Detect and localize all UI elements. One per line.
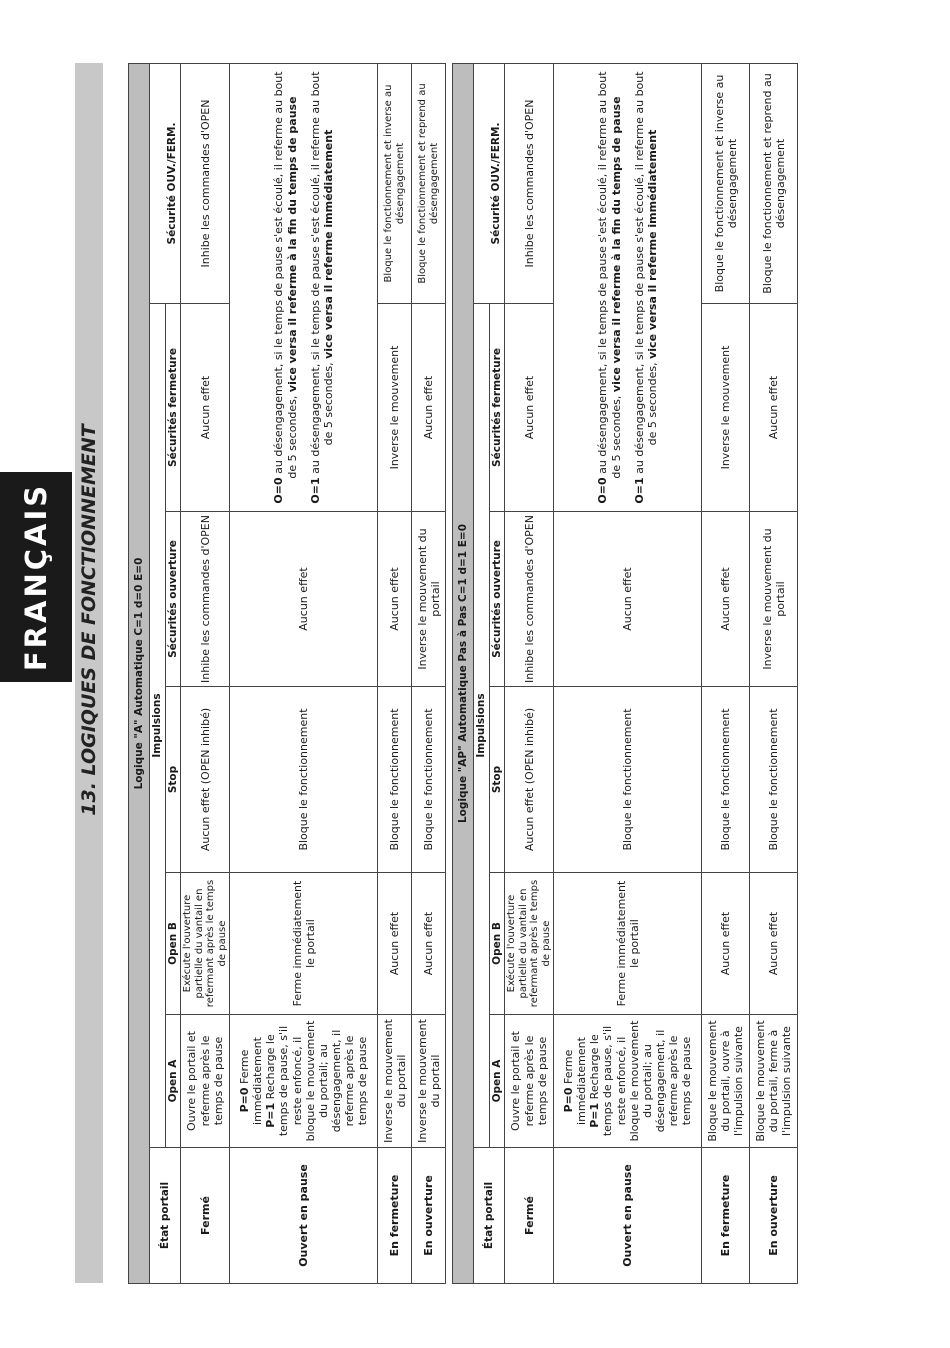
state-ferme: Fermé	[505, 1148, 554, 1284]
o0-bold: vice versa il referme à la fin du temps de pause	[609, 96, 623, 393]
cell-open-a: Ouvre le portail et referme après le temps de pause	[181, 1015, 230, 1148]
cell-sec-open: Inhibe les commandes d'OPEN	[181, 512, 230, 687]
o1-text: au désengagement, si le temps de pause s'est écoulé, il referme au bout de 5 secondes,	[632, 71, 659, 478]
header-securites-fermeture: Sécurités fermeture	[489, 304, 505, 512]
cell-open-b: Exécute l'ouverture partielle du vantail en refermant après le temps de pause	[505, 873, 554, 1015]
header-securites-ouverture: Sécurités ouverture	[489, 512, 505, 687]
cell-sec-ouv: Bloque le fonctionnement et inverse au désengagement	[702, 64, 750, 304]
header-stop: Stop	[165, 687, 181, 873]
p1-label: P=1	[588, 1102, 602, 1128]
logic-a-table-container	[128, 64, 451, 1284]
p0-text: Ferme immédiatement	[237, 1037, 264, 1125]
cell-sec-open: Aucun effet	[230, 512, 378, 687]
cell-stop: Bloque le fonctionnement	[554, 687, 702, 873]
cell-open-b: Exécute l'ouverture partielle du vantail en refermant après le temps de pause	[181, 873, 230, 1015]
cell-sec-open: Aucun effet	[554, 512, 702, 687]
state-ferme: Fermé	[181, 1148, 230, 1284]
logic-ap-title: Logique "AP" Automatique Pas à Pas C=1 d=1 E=0	[453, 64, 474, 1284]
header-open-b: Open B	[489, 873, 505, 1015]
logic-a-title: Logique "A" Automatique C=1 d=0 E=0	[129, 63, 150, 1283]
cell-open-b: Aucun effet	[702, 873, 750, 1015]
header-securite-ouv-ferm: Sécurité OUV./FERM.	[489, 64, 505, 304]
p0-label: P=0	[561, 1087, 575, 1113]
cell-open-a	[230, 1015, 378, 1148]
state-ouvert-en-pause: Ouvert en pause	[230, 1148, 378, 1284]
p1-label: P=1	[264, 1102, 278, 1128]
state-ouvert-en-pause: Ouvert en pause	[554, 1148, 702, 1284]
cell-open-b: Aucun effet	[750, 873, 798, 1015]
table-row	[554, 64, 702, 1284]
language-tab-label: FRANÇAIS	[19, 482, 53, 672]
o0-label: O=0	[272, 477, 286, 504]
cell-sec-close: Inverse le mouvement	[702, 304, 750, 512]
cell-open-a: Ouvre le portail et referme après le temps de pause	[505, 1015, 554, 1148]
cell-sec-close: Inverse le mouvement	[378, 304, 412, 512]
o0-text: au désengagement, si le temps de pause s'est écoulé, il referme au bout de 5 secondes,	[272, 71, 299, 479]
cell-stop: Bloque le fonctionnement	[750, 687, 798, 873]
header-securites-fermeture: Sécurités fermeture	[165, 304, 181, 512]
p0-label: P=0	[237, 1087, 251, 1113]
cell-sec-close: Aucun effet	[412, 304, 446, 512]
cell-stop: Bloque le fonctionnement	[230, 687, 378, 873]
cell-sec-ouv: Inhibe les commandes d'OPEN	[505, 64, 554, 304]
header-stop: Stop	[489, 687, 505, 873]
cell-open-a: Bloque le mouvement du portail, ferme à l'impulsion suivante	[750, 1015, 798, 1148]
state-en-fermeture: En fermeture	[702, 1148, 750, 1284]
cell-sec-open: Inhibe les commandes d'OPEN	[505, 512, 554, 687]
cell-sec-open: Inverse le mouvement du portail	[750, 512, 798, 687]
p1-text: Recharge le temps de pause, s'il reste enfoncé, il bloque le mouvement du portail; au désengagement, il referme après le temps de pause	[588, 1020, 694, 1142]
cell-open-b: Ferme immédiatement le portail	[554, 873, 702, 1015]
header-open-a: Open A	[165, 1015, 181, 1148]
cell-open-b: Ferme immédiatement le portail	[230, 873, 378, 1015]
header-etat-portail: État portail	[150, 1148, 181, 1284]
table-row	[230, 63, 378, 1283]
cell-sec-close: Aucun effet	[505, 304, 554, 512]
table-row	[412, 63, 446, 1283]
o0-bold: vice versa il referme à la fin du temps de pause	[285, 96, 299, 393]
section-title: 13. LOGIQUES DE FONCTIONNEMENT	[78, 424, 100, 816]
cell-sec-close-merged	[554, 64, 702, 512]
table-row	[378, 63, 412, 1283]
state-en-fermeture: En fermeture	[378, 1148, 412, 1284]
o1-label: O=1	[632, 477, 646, 504]
cell-stop: Bloque le fonctionnement	[412, 687, 446, 873]
cell-open-a: Inverse le mouvement du portail	[412, 1015, 446, 1148]
header-securite-ouv-ferm: Sécurité OUV./FERM.	[165, 63, 181, 303]
cell-sec-ouv: Inhibe les commandes d'OPEN	[181, 63, 230, 303]
cell-sec-close: Aucun effet	[750, 304, 798, 512]
header-open-a: Open A	[489, 1015, 505, 1148]
header-impulsions: Impulsions	[474, 304, 490, 1148]
header-etat-portail: État portail	[474, 1148, 505, 1284]
o1-text: au désengagement, si le temps de pause s'est écoulé, il referme au bout de 5 secondes,	[308, 71, 335, 478]
cell-sec-close: Aucun effet	[181, 304, 230, 512]
table-row	[505, 64, 554, 1284]
o1-bold: vice versa il referme immédiatement	[645, 129, 659, 359]
cell-open-b: Aucun effet	[412, 873, 446, 1015]
header-securites-ouverture: Sécurités ouverture	[165, 512, 181, 687]
cell-sec-open: Inverse le mouvement du portail	[412, 512, 446, 687]
logic-a-table	[128, 63, 446, 1284]
cell-sec-ouv: Bloque le fonctionnement et inverse au désengagement	[378, 63, 412, 303]
cell-stop: Aucun effet (OPEN inhibé)	[505, 687, 554, 873]
cell-open-a: Bloque le mouvement du portail, ouvre à l'impulsion suivante	[702, 1015, 750, 1148]
p0-text: Ferme immédiatement	[561, 1037, 588, 1125]
cell-sec-ouv: Bloque le fonctionnement et reprend au désengagement	[750, 64, 798, 304]
cell-stop: Bloque le fonctionnement	[378, 687, 412, 873]
o1-bold: vice versa il referme immédiatement	[321, 129, 335, 359]
cell-sec-close-merged	[230, 63, 378, 511]
header-impulsions: Impulsions	[150, 304, 166, 1148]
cell-stop: Bloque le fonctionnement	[702, 687, 750, 873]
logic-ap-table-container	[452, 64, 808, 1284]
table-row	[181, 63, 230, 1283]
logic-ap-table	[452, 63, 798, 1284]
state-en-ouverture: En ouverture	[412, 1148, 446, 1284]
cell-open-a: Inverse le mouvement du portail	[378, 1015, 412, 1148]
cell-sec-open: Aucun effet	[702, 512, 750, 687]
cell-stop: Aucun effet (OPEN inhibé)	[181, 687, 230, 873]
cell-sec-open: Aucun effet	[378, 512, 412, 687]
cell-sec-ouv: Bloque le fonctionnement et reprend au désengagement	[412, 63, 446, 303]
o0-text: au désengagement, si le temps de pause s'est écoulé, il referme au bout de 5 secondes,	[596, 71, 623, 479]
o1-label: O=1	[308, 477, 322, 504]
cell-open-a	[554, 1015, 702, 1148]
p1-text: Recharge le temps de pause, s'il reste enfoncé, il bloque le mouvement du portail; au désengagement, il referme après le temps de pause	[264, 1020, 370, 1142]
table-row	[702, 64, 750, 1284]
table-row	[750, 64, 798, 1284]
cell-open-b: Aucun effet	[378, 873, 412, 1015]
header-open-b: Open B	[165, 873, 181, 1015]
state-en-ouverture: En ouverture	[750, 1148, 798, 1284]
o0-label: O=0	[596, 477, 610, 504]
